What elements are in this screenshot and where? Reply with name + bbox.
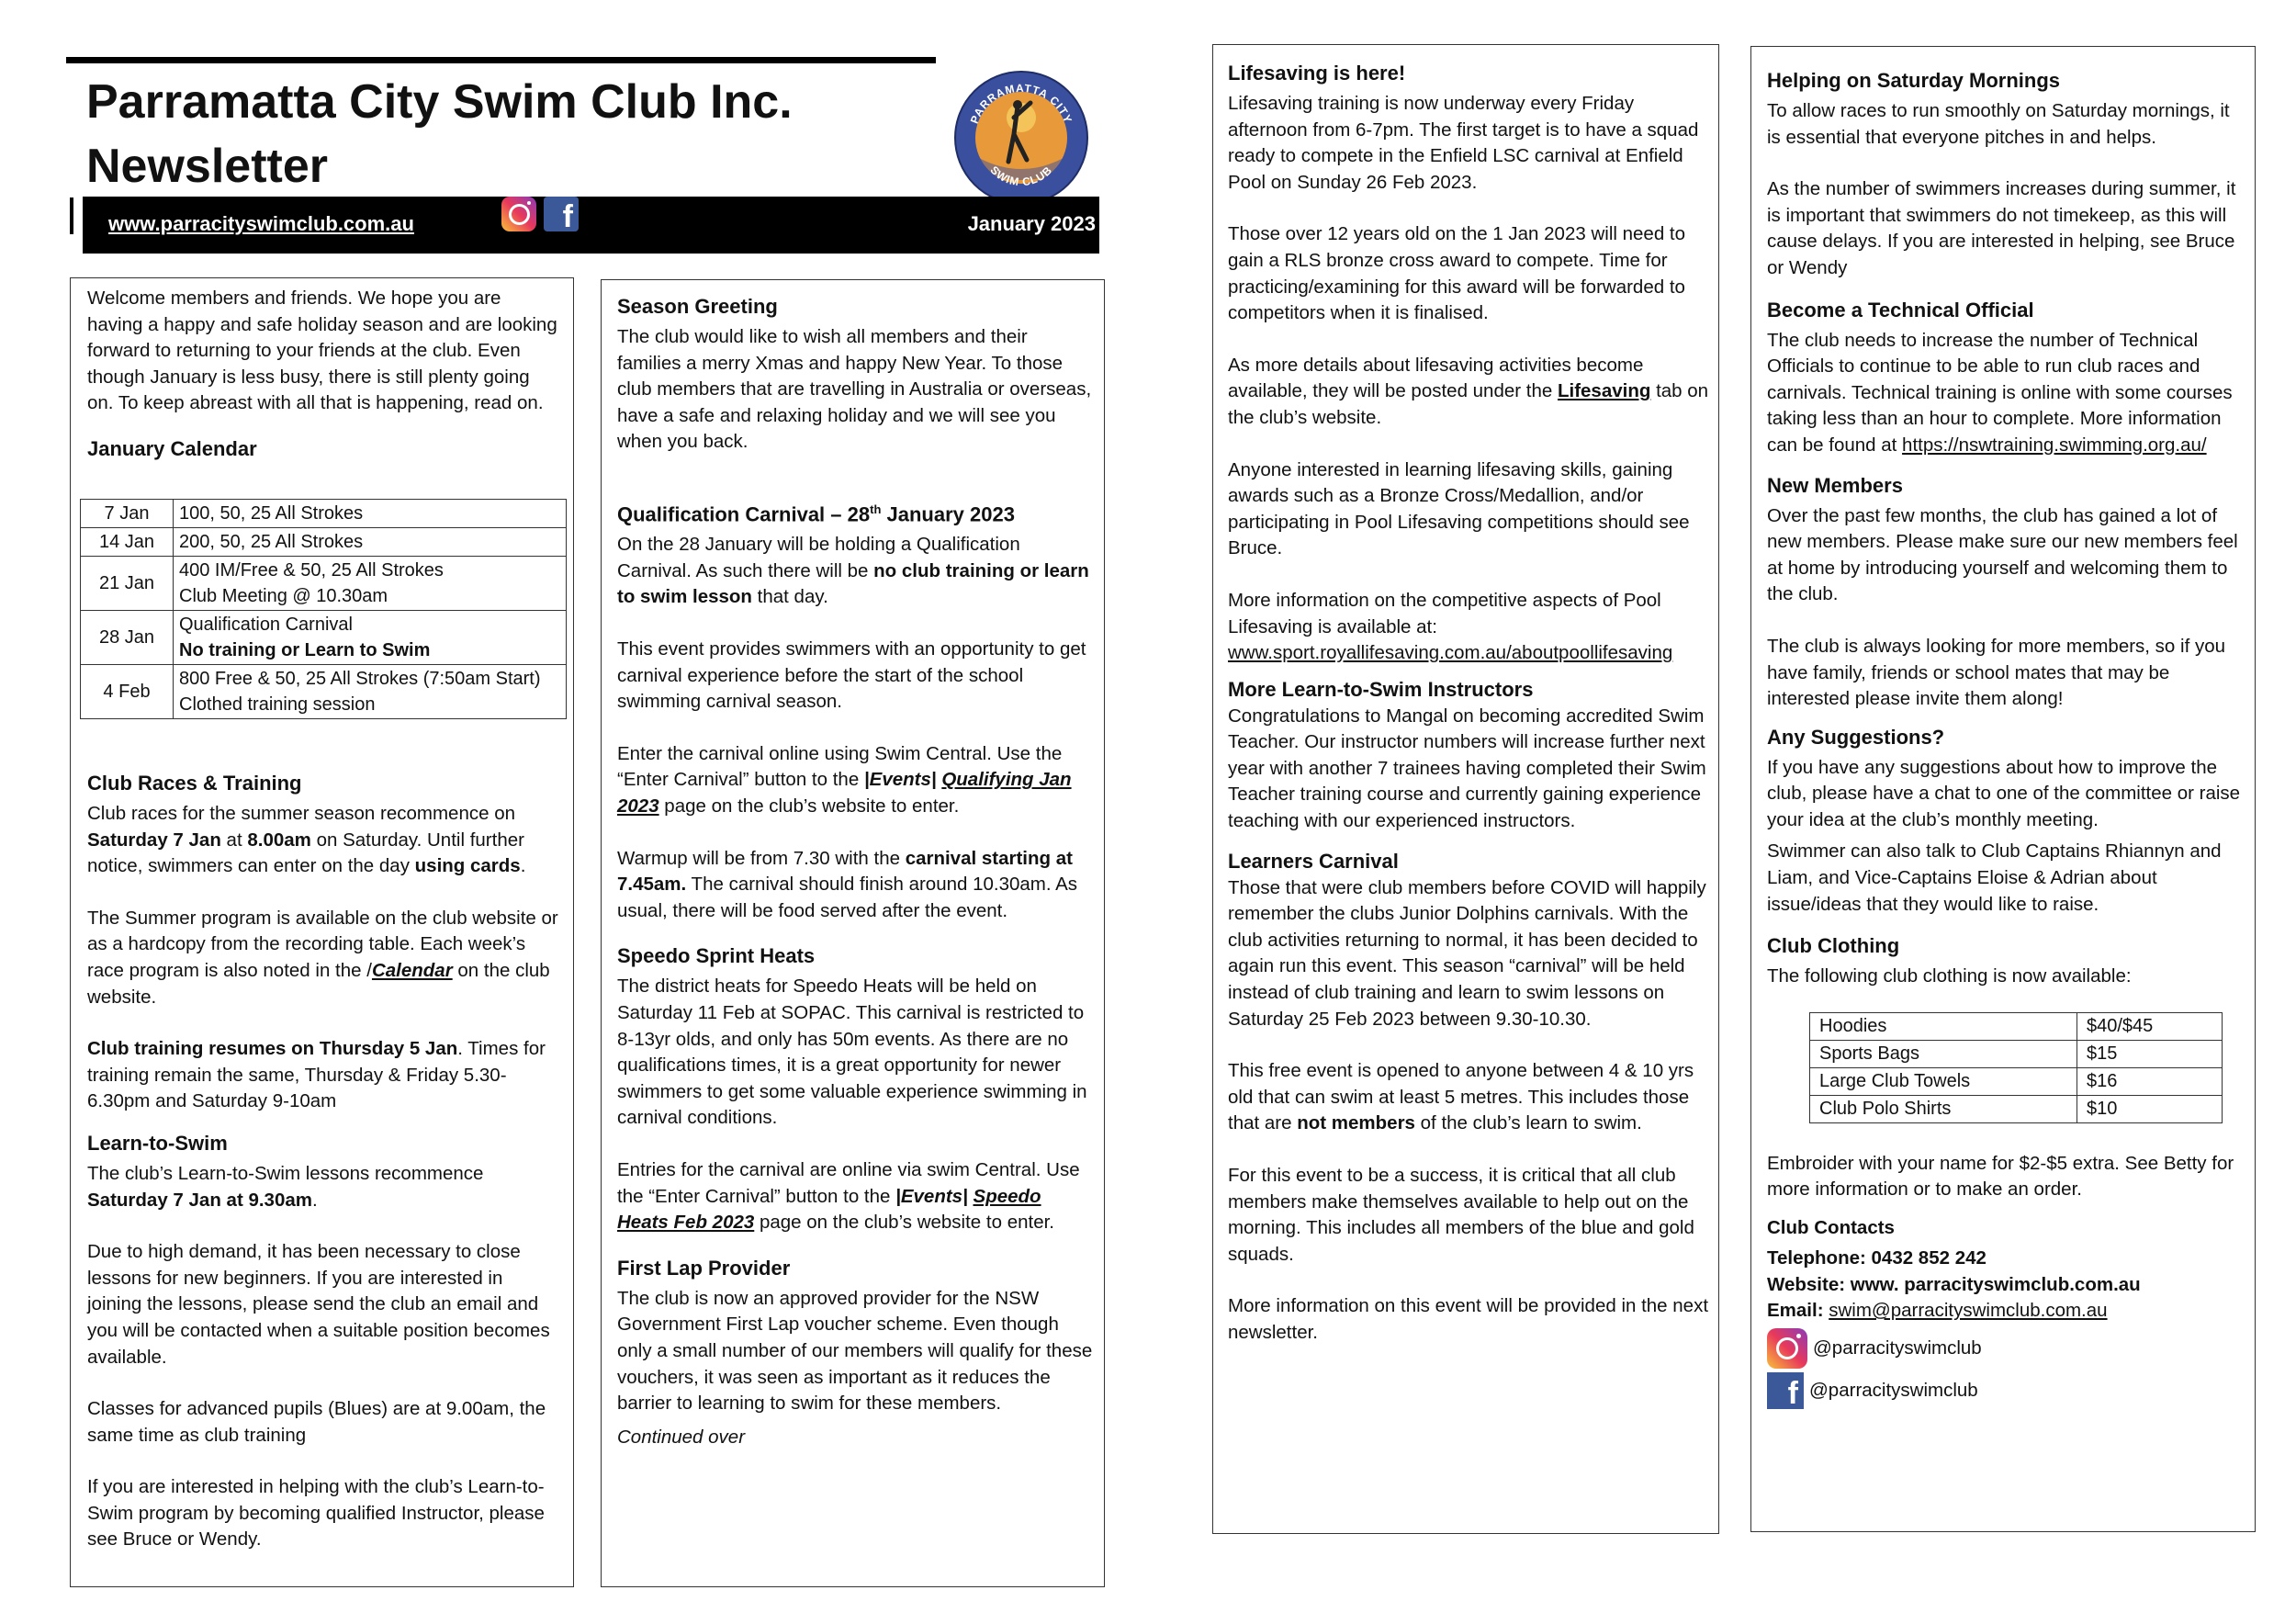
lts-paragraph-1: The club’s Learn-to-Swim lessons recommence Saturday 7 Jan at 9.30am. — [87, 1162, 484, 1211]
lifesaving-paragraph-3: As more details about lifesaving activities become available, they will be posted under the Lifesaving tab on the club’s website. — [1228, 354, 1709, 428]
technical-heading: Become a Technical Official — [1767, 298, 2034, 321]
qual-paragraph-1: On the 28 January will be holding a Qualification Carnival. As such there will be no club training or learn to swim lesson that day. — [617, 534, 1089, 608]
races-heading: Club Races & Training — [87, 772, 302, 795]
qual-paragraph-4: Warmup will be from 7.30 with the carnival starting at 7.45am. The carnival should finish around 10.30am. As usual, there will be food served after the event. — [617, 847, 1078, 921]
clothing-intro: The following club clothing is now available: — [1767, 965, 2132, 987]
clothing-price: $10 — [2077, 1095, 2223, 1122]
races-paragraph-1: Club races for the summer season recommence on Saturday 7 Jan at 8.00am on Saturday. Until further notice, swimmers can enter on the day using cards. — [87, 803, 526, 877]
club-logo — [953, 70, 1089, 206]
calendar-event-line: 400 IM/Free & 50, 25 All Strokes — [179, 560, 444, 581]
instagram-contact[interactable] — [1767, 1328, 2246, 1369]
lifesaving-paragraph-1: Lifesaving training is now underway every Friday afternoon from 6-7pm. The first target is to have a squad ready to compete in the Enfield LSC carnival at Enfield Pool on Sunday 26 Feb 2023. — [1228, 93, 1699, 193]
clothing-item: Club Polo Shirts — [1810, 1095, 2077, 1122]
instructors-heading: More Learn-to-Swim Instructors — [1228, 677, 1534, 701]
new-members-paragraph-2: The club is always looking for more members, so if you have family, friends or school mates that may be interested please invite them along! — [1767, 635, 2226, 710]
calendar-event-line: 200, 50, 25 All Strokes — [179, 532, 364, 552]
clothing-row — [1810, 1067, 2223, 1095]
newsletter-subtitle: Newsletter — [86, 140, 328, 193]
instructors-paragraph: Congratulations to Mangal on becoming accredited Swim Teacher. Our instructor numbers will increase further next year with another 7 trainees having completed their Swim Teacher training course and currently gaining experience teaching with our experienced instructors. — [1228, 705, 1706, 832]
lifesaving-paragraph-2: Those over 12 years old on the 1 Jan 2023 will need to gain a RLS bronze cross award to compete. Time for practicing/examining for this award will be forwarded to competitors when it is finalised. — [1228, 223, 1686, 324]
lts-paragraph-3: Classes for advanced pupils (Blues) are at 9.00am, the same time as club training — [87, 1398, 546, 1446]
lifesaving-paragraph-4: Anyone interested in learning lifesaving skills, gaining awards such as a Bronze Cross/Medallion, and/or participating in Pool Lifesaving competitions should see Bruce. — [1228, 458, 1690, 559]
instagram-icon[interactable] — [1767, 1328, 1807, 1369]
calendar-row — [81, 665, 567, 719]
contacts-heading: Club Contacts — [1767, 1217, 1895, 1239]
suggestions-paragraph-2: Swimmer can also talk to Club Captains Rhiannyn and Liam, and Vice-Captains Eloise & Adrian about issue/ideas that they would like to raise. — [1767, 840, 2222, 915]
facebook-icon[interactable]: f — [1767, 1372, 1804, 1409]
clothing-row — [1810, 1012, 2223, 1040]
contact-website[interactable]: Website: www. parracityswimclub.com.au — [1767, 1273, 2141, 1295]
lifesaving-paragraph-5: More information on the competitive aspects of Pool Lifesaving is available at: www.sport.royallifesaving.com.au/aboutpoollifesaving — [1228, 589, 1673, 664]
calendar-events — [174, 665, 567, 719]
qual-paragraph-2: This event provides swimmers with an opportunity to get carnival experience before the start of the school swimming carnival season. — [617, 638, 1086, 713]
instagram-icon[interactable] — [501, 197, 536, 231]
column-3 — [1212, 44, 1719, 1534]
column-4 — [1750, 46, 2256, 1532]
helping-paragraph-2: As the number of swimmers increases during summer, it is important that swimmers do not timekeep, as this will cause delays. If you are interested in helping, see Bruce or Wendy — [1767, 178, 2236, 278]
clothing-item: Hoodies — [1810, 1012, 2077, 1040]
header-bar — [83, 197, 1099, 254]
continued-over: Continued over — [617, 1426, 746, 1448]
suggestions-paragraph-1: If you have any suggestions about how to improve the club, please have a chat to one of the committee or raise your idea at the club’s monthly meeting. — [1767, 756, 2241, 830]
calendar-events — [174, 528, 567, 557]
new-members-heading: New Members — [1767, 473, 1903, 497]
calendar-row — [81, 528, 567, 557]
qual-heading: Qualification Carnival – 28th January 2023 — [617, 502, 1015, 526]
clothing-item: Large Club Towels — [1810, 1067, 2077, 1095]
speedo-paragraph-2: Entries for the carnival are online via swim Central. Use the “Enter Carnival” button to the |Events| Speedo Heats Feb 2023 page on the club’s website to enter. — [617, 1158, 1080, 1234]
lts-paragraph-2: Due to high demand, it has been necessary to close lessons for new beginners. If you are interested in joining the lessons, please send the club an email and you will be contacted when a suitable position becomes available. — [87, 1241, 550, 1368]
speedo-paragraph-1: The district heats for Speedo Heats will be held on Saturday 11 Feb at SOPAC. This carnival is restricted to 8-13yr olds, and only has 50m events. As there are no qualifications times, it is a great opportunity for newer swimmers to get some valuable experience swimming in carnival conditions. — [617, 976, 1087, 1129]
calendar-events — [174, 557, 567, 611]
helping-paragraph-1: To allow races to run smoothly on Saturday mornings, it is essential that everyone pitches in and helps. — [1767, 100, 2230, 148]
season-heading: Season Greeting — [617, 295, 778, 318]
contact-email-line: Email: swim@parracityswimclub.com.au — [1767, 1300, 2108, 1322]
clothing-heading: Club Clothing — [1767, 934, 1900, 958]
clothing-row — [1810, 1095, 2223, 1122]
races-paragraph-2: The Summer program is available on the club website or as a hardcopy from the recording table. Each week’s race program is also noted in the /Calendar on the club website. — [87, 907, 558, 1008]
contact-email[interactable]: swim@parracityswimclub.com.au — [1829, 1300, 2108, 1322]
contact-phone: Telephone: 0432 852 242 — [1767, 1247, 1986, 1269]
column-2 — [601, 279, 1105, 1587]
races-paragraph-3: Club training resumes on Thursday 5 Jan. Times for training remain the same, Thursday & Friday 5.30-6.30pm and Saturday 9-10am — [87, 1038, 546, 1112]
calendar-row — [81, 500, 567, 528]
firstlap-paragraph: The club is now an approved provider for the NSW Government First Lap voucher scheme. Even though only a small number of our members will qualify for these vouchers, it was seen as important as it reduces the barrier to learning to swim for these members. — [617, 1287, 1093, 1415]
clothing-table — [1809, 1012, 2223, 1123]
header-left-rule — [70, 197, 73, 234]
speedo-heading: Speedo Sprint Heats — [617, 944, 816, 968]
clothing-price: $15 — [2077, 1040, 2223, 1067]
calendar-row — [81, 611, 567, 665]
calendar-heading: January Calendar — [87, 436, 257, 460]
calendar-date: 4 Feb — [81, 665, 174, 719]
new-members-paragraph-1: Over the past few months, the club has gained a lot of new members. Please make sure our new members feel at home by introducing yourself and welcoming them to the club. — [1767, 504, 2238, 605]
clothing-paragraph: Embroider with your name for $2-$5 extra. See Betty for more information or to make an order. — [1767, 1152, 2234, 1201]
lifesaving-heading: Lifesaving is here! — [1228, 62, 1406, 85]
intro-text: Welcome members and friends. We hope you are having a happy and safe holiday season and are looking forward to returning to your friends at the club. Even though January is less busy, there is still plenty going on. To keep abreast with all that is happening, read on. — [87, 288, 557, 414]
clothing-item: Sports Bags — [1810, 1040, 2077, 1067]
qual-paragraph-3: Enter the carnival online using Swim Central. Use the “Enter Carnival” button to the |Events| Qualifying Jan 2023 page on the club’s website to enter. — [617, 742, 1072, 818]
clothing-price: $16 — [2077, 1067, 2223, 1095]
calendar-event-line: No training or Learn to Swim — [179, 640, 431, 660]
facebook-contact[interactable] — [1767, 1372, 2246, 1409]
learners-paragraph-2: This free event is opened to anyone between 4 & 10 yrs old that can swim at least 5 metres. This includes those that are not members of the club’s learn to swim. — [1228, 1060, 1694, 1134]
issue-date: January 2023 — [967, 212, 1096, 235]
suggestions-heading: Any Suggestions? — [1767, 725, 1945, 749]
lts-heading: Learn-to-Swim — [87, 1131, 228, 1155]
calendar-event-line: 800 Free & 50, 25 All Strokes (7:50am Start) — [179, 669, 541, 689]
learners-paragraph-3: For this event to be a success, it is critical that all club members make themselves available to help out on the morning. This includes all members of the blue and gold squads. — [1228, 1165, 1694, 1265]
clothing-row — [1810, 1040, 2223, 1067]
calendar-events — [174, 611, 567, 665]
facebook-handle[interactable]: @parracityswimclub — [1809, 1379, 1978, 1401]
lifesaving-tab-link[interactable]: Lifesaving — [1557, 380, 1651, 402]
clothing-price: $40/$45 — [2077, 1012, 2223, 1040]
calendar-link[interactable]: Calendar — [371, 959, 453, 981]
royal-lifesaving-link[interactable]: www.sport.royallifesaving.com.au/aboutpoollifesaving — [1228, 642, 1673, 664]
column-1 — [70, 277, 574, 1587]
calendar-event-line: 100, 50, 25 All Strokes — [179, 503, 364, 524]
calendar-date: 21 Jan — [81, 557, 174, 611]
learners-paragraph-4: More information on this event will be provided in the next newsletter. — [1228, 1295, 1709, 1343]
calendar-table — [80, 499, 567, 719]
learners-heading: Learners Carnival — [1228, 849, 1399, 873]
newsletter-title: Parramatta City Swim Club Inc. — [86, 75, 793, 129]
facebook-icon[interactable]: f — [544, 197, 579, 231]
calendar-event-line: Qualification Carnival — [179, 615, 353, 635]
calendar-event-line: Clothed training session — [179, 694, 376, 715]
technical-paragraph: The club needs to increase the number of Technical Officials to continue to be able to run club races and carnivals. Technical training is online with some courses taking less than an hour to complete. More information can be found at https://nswtraining.swimming.org.au/ — [1767, 329, 2233, 456]
learners-paragraph-1: Those that were club members before COVID will happily remember the clubs Junior Dolphins carnivals. With the club activities returning to normal, it has been decided to again run this event. This season “carnival” will be held instead of club training and learn to swim lessons on Saturday 25 Feb 2023 between 9.30-10.30. — [1228, 876, 1706, 1030]
lts-paragraph-4: If you are interested in helping with the club’s Learn-to-Swim program by becoming qualified Instructor, please see Bruce or Wendy. — [87, 1476, 545, 1551]
logo-bottom-text: SWIM CLUB — [987, 164, 1055, 189]
speedo-heats-link[interactable]: Speedo Heats Feb 2023 — [617, 1185, 1041, 1234]
instagram-handle[interactable]: @parracityswimclub — [1813, 1336, 1982, 1359]
calendar-date: 28 Jan — [81, 611, 174, 665]
website-link[interactable]: www.parracityswimclub.com.au — [108, 212, 414, 235]
calendar-events — [174, 500, 567, 528]
firstlap-heading: First Lap Provider — [617, 1256, 791, 1280]
calendar-date: 14 Jan — [81, 528, 174, 557]
calendar-row — [81, 557, 567, 611]
qualifying-jan-link[interactable]: Qualifying Jan 2023 — [617, 769, 1072, 818]
helping-heading: Helping on Saturday Mornings — [1767, 69, 2061, 92]
nsw-training-link[interactable]: https://nswtraining.swimming.org.au/ — [1902, 434, 2207, 456]
calendar-event-line: Club Meeting @ 10.30am — [179, 586, 388, 606]
logo-top-text: PARRAMATTA CITY — [967, 81, 1075, 126]
season-paragraph: The club would like to wish all members and their families a merry Xmas and happy New Year. To those club members that are travelling in Australia or overseas, have a safe and relaxing holiday and we will see you when you back. — [617, 326, 1092, 453]
header-top-rule — [66, 57, 936, 63]
calendar-date: 7 Jan — [81, 500, 174, 528]
